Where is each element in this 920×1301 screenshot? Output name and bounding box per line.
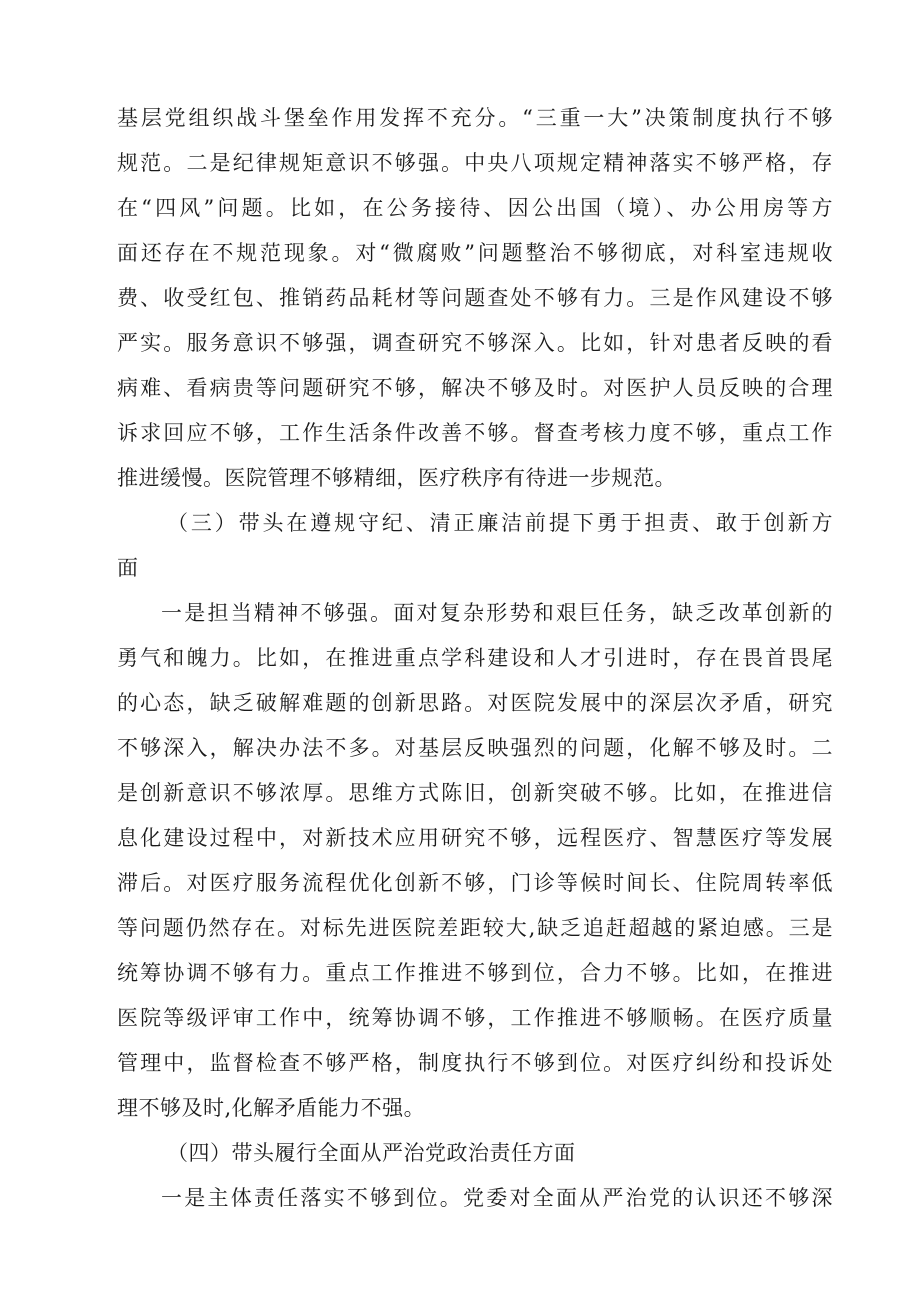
body-text-line: 在“四风”问题。比如，在公务接待、因公出国（境）、办公用房等方: [117, 196, 833, 220]
body-text-line: 是创新意识不够浓厚。思维方式陈旧，创新突破不够。比如，在推进信: [117, 781, 833, 805]
body-text-line: 规范。二是纪律规矩意识不够强。中央八项规定精神落实不够严格，存: [117, 151, 833, 175]
body-text-line: 医院等级评审工作中，统筹协调不够，工作推进不够顺畅。在医疗质量: [117, 1006, 833, 1030]
body-text-line: 严实。服务意识不够强，调查研究不够深入。比如，针对患者反映的看: [117, 331, 833, 355]
body-text-line: 息化建设过程中，对新技术应用研究不够，远程医疗、智慧医疗等发展: [117, 826, 833, 850]
paragraph-start-line: 一是主体责任落实不够到位。党委对全面从严治党的认识还不够深: [161, 1186, 833, 1210]
body-text-line: 勇气和魄力。比如，在推进重点学科建设和人才引进时，存在畏首畏尾: [117, 646, 833, 670]
body-text-line: 不够深入，解决办法不多。对基层反映强烈的问题，化解不够及时。二: [117, 736, 833, 760]
document-body: [117, 96, 833, 1221]
body-text-line: 诉求回应不够，工作生活条件改善不够。督查考核力度不够，重点工作: [117, 421, 833, 445]
body-text-line: 管理中，监督检查不够严格，制度执行不够到位。对医疗纠纷和投诉处: [117, 1051, 833, 1075]
section-heading-4: （四）带头履行全面从严治党政治责任方面: [167, 1141, 576, 1165]
body-text-line: 统筹协调不够有力。重点工作推进不够到位，合力不够。比如，在推进: [117, 961, 833, 985]
body-text-line: 费、收受红包、推销药品耗材等问题查处不够有力。三是作风建设不够: [117, 286, 833, 310]
paragraph-start-line: 一是担当精神不够强。面对复杂形势和艰巨任务，缺乏改革创新的: [161, 601, 833, 625]
body-text-line: 滞后。对医疗服务流程优化创新不够，门诊等候时间长、住院周转率低: [117, 871, 833, 895]
body-text-line: 等问题仍然存在。对标先进医院差距较大,缺乏追赶超越的紧迫感。三是: [117, 916, 833, 940]
body-text-line: 病难、看病贵等问题研究不够，解决不够及时。对医护人员反映的合理: [117, 376, 833, 400]
body-text-line: 面还存在不规范现象。对“微腐败”问题整治不够彻底，对科室违规收: [117, 241, 833, 265]
body-text-line: 理不够及时,化解矛盾能力不强。: [117, 1096, 426, 1120]
body-text-line: 的心态，缺乏破解难题的创新思路。对医院发展中的深层次矛盾，研究: [117, 691, 833, 715]
section-heading-3: （三）带头在遵规守纪、清正廉洁前提下勇于担责、敢于创新方: [167, 511, 833, 535]
body-text-line: 基层党组织战斗堡垒作用发挥不充分。“三重一大”决策制度执行不够: [117, 106, 833, 130]
body-text-line: 推进缓慢。医院管理不够精细，医疗秩序有待进一步规范。: [117, 466, 676, 490]
section-heading-3-continued: 面: [117, 556, 139, 580]
